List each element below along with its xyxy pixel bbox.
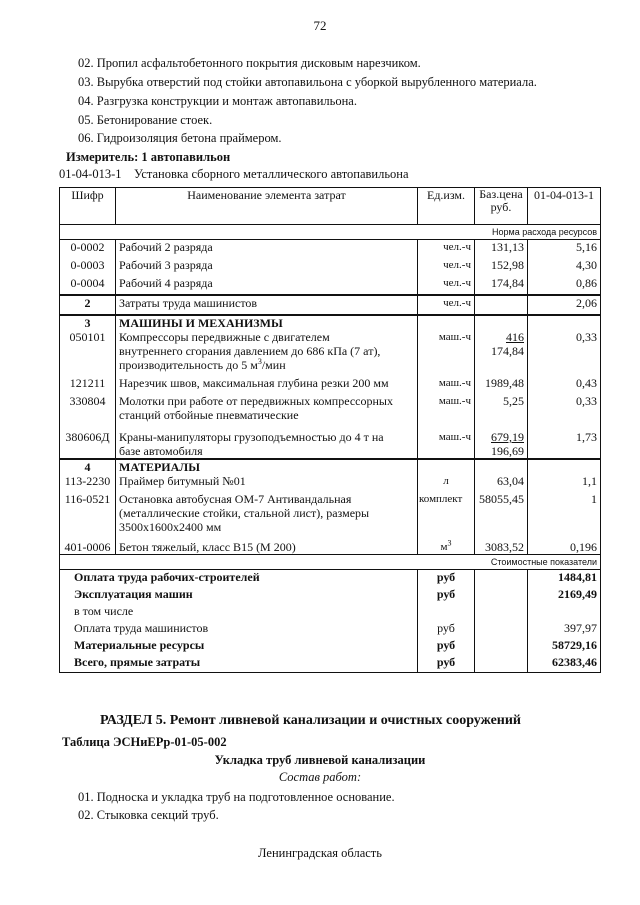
table-row: 330804 Молотки при работе от передвижных компрессорных станций отбойные пневматические маш.-ч 5,25 0,33 [60,390,601,422]
table-header [60,188,601,225]
table-row: 050101 Компрессоры передвижные с двигателем внутреннего сгорания давлением до 686 кПа (7 ат), производительность до 5 $м^3$/мин маш.-ч 416 174,84 0,33 [60,330,601,372]
work-item: 02. Пропил асфальтобетонного покрытия дисковым нарезчиком. [78,56,421,70]
summary-row: в том числе [60,604,601,621]
summary-row: Всего, прямые затраты руб 62383,46 [60,655,601,673]
work-item: 03. Вырубка отверстий под стойки автопавильона с уборкой вырубленного материала. [78,75,537,89]
header-norm: 01-04-013-1 [528,188,601,225]
header-name: Наименование элемента затрат [116,188,418,225]
page-number: 72 [313,18,327,33]
section-row: 4 МАТЕРИАЛЫ [60,459,601,474]
code-line: 01-04-013-1 Установка сборного металлического автопавильона [59,167,409,181]
summary-row: Материальные ресурсы руб 58729,16 [60,638,601,655]
work-item: 05. Бетонирование стоек. [78,113,213,127]
table-row: 0-0004 Рабочий 4 разряда чел.-ч 174,84 0,86 [60,276,601,295]
table-row: 116-0521 Остановка автобусная ОМ-7 Антивандальная (металлические стойки, стальной лист), размеры 3500х1600х2400 мм комплект 58055,45 1 [60,492,601,534]
measurer: Измеритель: 1 автопавильон [66,150,231,164]
work-item: 02. Стыковка секций труб. [78,808,219,822]
header-price: Баз.цена руб. [475,188,528,225]
table-row: 401-0006 Бетон тяжелый, класс В15 (М 200) $м^3$ 3083,52 0,196 [60,534,601,555]
header-unit: Ед.изм. [418,188,475,225]
resource-table [59,187,601,673]
table-row: 380606Д Краны-манипуляторы грузоподъемностью до 4 т на базе автомобиля маш.-ч 679,19 196,69 1,73 [60,422,601,459]
section-row: 3 МАШИНЫ И МЕХАНИЗМЫ [60,315,601,330]
summary-row: Эксплуатация машин руб 2169,49 [60,587,601,604]
section-title: РАЗДЕЛ 5. Ремонт ливневой канализации и очистных сооружений [100,713,521,728]
header-code: Шифр [60,188,116,225]
cost-label: Стоимостные показатели [60,555,601,570]
footer-region: Ленинградская область [258,846,382,860]
table-row: 0-0002 Рабочий 2 разряда чел.-ч 131,13 5,16 [60,240,601,259]
work-item: 01. Подноска и укладка труб на подготовленное основание. [78,790,395,804]
table-row: 0-0003 Рабочий 3 разряда чел.-ч 152,98 4,30 [60,258,601,276]
work-item: 04. Разгрузка конструкции и монтаж автопавильона. [78,94,357,108]
composition-heading: Состав работ: [278,770,362,784]
work-item: 06. Гидроизоляция бетона праймером. [78,131,282,145]
table-reference: Таблица ЭСНиЕРр-01-05-002 [62,735,227,749]
table-row: 121211 Нарезчик швов, максимальная глубина резки 200 мм маш.-ч 1989,48 0,43 [60,372,601,390]
summary-row: Оплата труда машинистов руб 397,97 [60,621,601,638]
table-row: 2 Затраты труда машинистов чел.-ч 2,06 [60,295,601,315]
table-row: 113-2230 Праймер битумный №01 л 63,04 1,1 [60,474,601,492]
subtitle: Укладка труб ливневой канализации [214,753,426,767]
summary-row: Оплата труда рабочих-строителей руб 1484,81 [60,570,601,588]
norm-label: Норма расхода ресурсов [60,225,601,240]
